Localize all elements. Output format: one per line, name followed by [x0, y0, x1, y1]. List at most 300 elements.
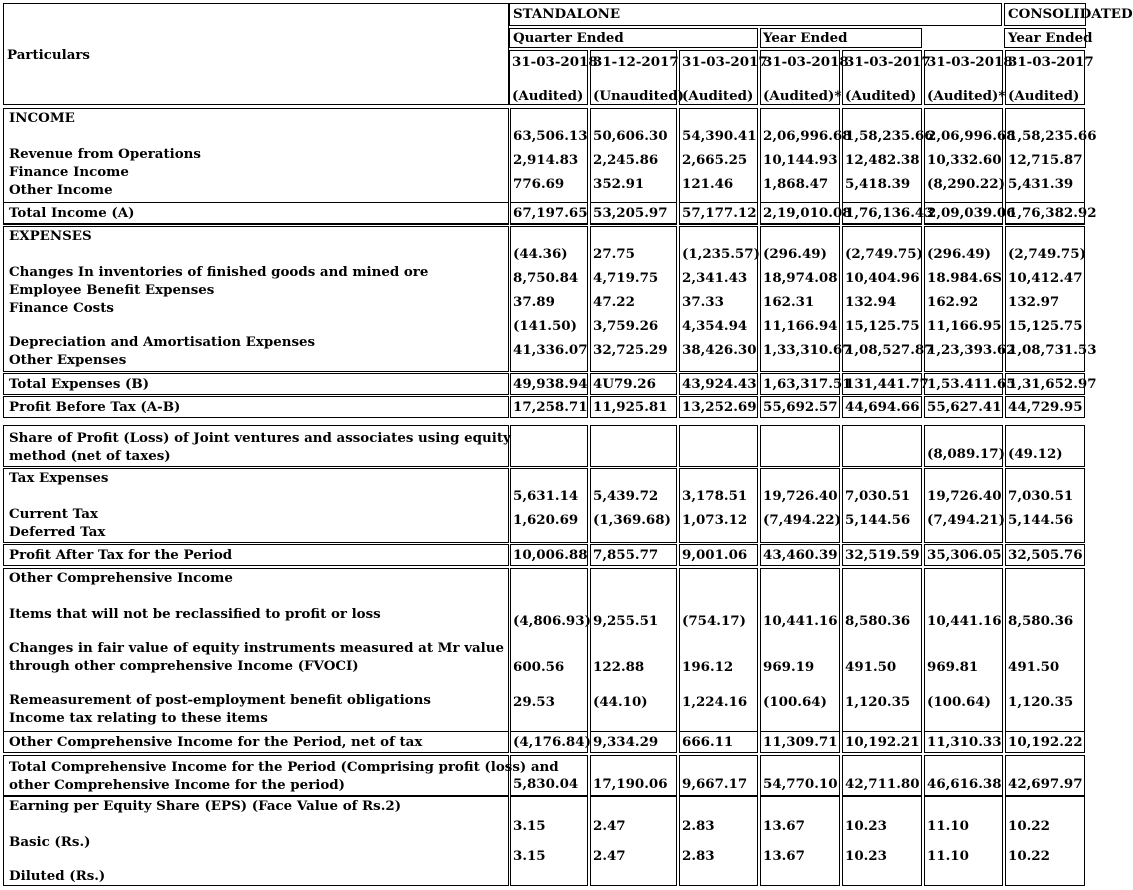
value: 32,725.29 [593, 342, 668, 358]
value: 5,431.39 [1008, 176, 1074, 192]
value: 12,482.38 [845, 152, 920, 168]
value: 1,63,317.51 [763, 376, 852, 392]
value: 1,120.35 [1008, 694, 1074, 710]
value: 10.22 [1008, 848, 1050, 864]
line-label: Changes In inventories of finished goods and mined ore [9, 264, 429, 280]
value: 11,309.71 [763, 734, 838, 750]
value: 53,205.97 [593, 205, 668, 221]
quarter-ended-header [509, 28, 758, 48]
value: (8,290.22) [927, 176, 1005, 192]
value: 1,53.411.65 [927, 376, 1016, 392]
value: 2,665.25 [682, 152, 748, 168]
value: 196.12 [682, 659, 734, 675]
value: 1,620.69 [513, 512, 579, 528]
value: 969.81 [927, 659, 979, 675]
line-label: Diluted (Rs.) [9, 868, 106, 884]
value: (49.12) [1008, 446, 1063, 462]
value: 11.10 [927, 818, 969, 834]
value: (2,749.75) [1008, 246, 1086, 262]
column-status: (Audited) [1008, 88, 1080, 104]
value: 18.984.6S [927, 270, 1002, 286]
line-label: Changes in fair value of equity instruments measured at Mr value [9, 640, 505, 656]
value: 13,252.69 [682, 399, 757, 415]
value-cell [760, 568, 840, 732]
value: 162.92 [927, 294, 979, 310]
value: 7,030.51 [845, 488, 911, 504]
value: 50,606.30 [593, 128, 668, 144]
value-cell [842, 425, 922, 467]
row-label-cell [3, 396, 509, 418]
value: 8,580.36 [1008, 613, 1074, 629]
row-label: Profit After Tax for the Period [9, 547, 233, 563]
value-cell [1005, 731, 1085, 753]
column-status: (Audited) [845, 88, 917, 104]
value: 37.89 [513, 294, 555, 310]
value: (44.36) [513, 246, 568, 262]
value: 10,441.16 [927, 613, 1002, 629]
consolidated-header [1004, 3, 1133, 26]
value-cell [760, 373, 852, 395]
column-header [842, 50, 931, 105]
value: 55,627.41 [927, 399, 1002, 415]
value: 10,192.22 [1008, 734, 1083, 750]
value: 44,694.66 [845, 399, 920, 415]
value: 776.69 [513, 176, 565, 192]
row-label-cell [3, 202, 509, 224]
column-date: 31-03-2018 [927, 54, 1013, 70]
value: 121.46 [682, 176, 734, 192]
row-label: Other Comprehensive Income for the Period, net of tax [9, 734, 423, 750]
value-cell [924, 373, 1016, 395]
value-cell [760, 468, 840, 543]
value-cell [679, 396, 758, 418]
section-heading: EXPENSES [9, 228, 92, 244]
value: 11,166.94 [763, 318, 838, 334]
value: 4U79.26 [593, 376, 656, 392]
value: 43,924.43 [682, 376, 757, 392]
value: 38,426.30 [682, 342, 757, 358]
value-cell [679, 425, 758, 467]
value: 1,224.16 [682, 694, 748, 710]
value: 12,715.87 [1008, 152, 1083, 168]
value-cell [1005, 373, 1097, 395]
value: 2,06,996.68 [763, 128, 852, 144]
value: 1,120.35 [845, 694, 911, 710]
value: 10,006.88 [513, 547, 588, 563]
value: 7,030.51 [1008, 488, 1074, 504]
value: (754.17) [682, 613, 746, 629]
value: 41,336.07 [513, 342, 588, 358]
value: 2,245.86 [593, 152, 659, 168]
value: 3,759.26 [593, 318, 659, 334]
value: 8,580.36 [845, 613, 911, 629]
value: 46,616.38 [927, 776, 1002, 792]
value: 2,341.43 [682, 270, 748, 286]
value-cell [590, 226, 677, 372]
value-cell [590, 755, 677, 796]
year-ended-label: Year Ended [763, 30, 848, 46]
value: 35,306.05 [927, 547, 1002, 563]
value-cell [679, 568, 758, 732]
row-label-cell [3, 468, 509, 543]
value-cell [510, 396, 588, 418]
value: 5,631.14 [513, 488, 579, 504]
value: 1,58,235.66 [845, 128, 934, 144]
value-cell [760, 544, 840, 566]
line-label: Current Tax [9, 506, 98, 522]
value: 2,914.83 [513, 152, 579, 168]
value-cell [924, 202, 1016, 224]
column-date: 31-12-2017 [593, 54, 679, 70]
row-label-cell [3, 796, 509, 886]
value: 10,332.60 [927, 152, 1002, 168]
line-label: Total Comprehensive Income for the Period (Comprising profit (loss) and [9, 759, 559, 775]
value: 10.23 [845, 818, 887, 834]
value: 131,441.77 [845, 376, 929, 392]
line-label: Remeasurement of post-employment benefit obligations [9, 692, 431, 708]
value-cell [510, 796, 588, 886]
value: 42,697.97 [1008, 776, 1083, 792]
value: 29.53 [513, 694, 555, 710]
value: 1,76,382.92 [1008, 205, 1097, 221]
section-heading: Other Comprehensive Income [9, 570, 233, 586]
value-cell [679, 755, 758, 796]
value: (100.64) [927, 694, 991, 710]
line-label: Deferred Tax [9, 524, 106, 540]
value: 10,192.21 [845, 734, 920, 750]
value: 1,31,652.97 [1008, 376, 1097, 392]
value: 491.50 [845, 659, 897, 675]
value: 32,505.76 [1008, 547, 1083, 563]
consolidated-label: CONSOLIDATED [1008, 6, 1133, 22]
value-cell [510, 731, 591, 753]
column-date: 31-03-2017 [845, 54, 931, 70]
value-cell [679, 373, 758, 395]
value: 4,719.75 [593, 270, 659, 286]
value-cell [760, 796, 840, 886]
value: 2.47 [593, 848, 626, 864]
column-status: (Audited) [682, 88, 754, 104]
value: 43,460.39 [763, 547, 838, 563]
value-cell [760, 396, 840, 418]
column-date: 31-03-2018 [512, 54, 598, 70]
value-cell [510, 468, 588, 543]
value: 10,441.16 [763, 613, 838, 629]
value-cell [760, 755, 840, 796]
value: 17,190.06 [593, 776, 668, 792]
value: 7,855.77 [593, 547, 659, 563]
year-ended-header [760, 28, 922, 48]
line-label: Finance Income [9, 164, 129, 180]
line-label: Other Expenses [9, 352, 127, 368]
column-header [679, 50, 768, 105]
value-cell [679, 468, 758, 543]
value: (141.50) [513, 318, 577, 334]
value-cell [842, 731, 922, 753]
value: 2,06,996.68 [927, 128, 1016, 144]
standalone-label: STANDALONE [513, 6, 621, 22]
column-date: 31-03-2017 [1008, 54, 1094, 70]
value: (4,806.93) [513, 613, 591, 629]
value-cell [842, 396, 922, 418]
line-label: other Comprehensive Income for the period) [9, 777, 345, 793]
value-cell [590, 202, 677, 224]
value-cell [842, 755, 922, 796]
value-cell [679, 796, 758, 886]
section-heading: Tax Expenses [9, 470, 109, 486]
value-cell [760, 202, 852, 224]
value-cell [1005, 568, 1085, 732]
value: 1,08,527.87 [845, 342, 934, 358]
value: 13.67 [763, 848, 805, 864]
value-cell [842, 568, 922, 732]
value: 11,310.33 [927, 734, 1002, 750]
value-cell [842, 796, 922, 886]
line-label: Other Income [9, 182, 113, 198]
value-cell [924, 796, 1003, 886]
value: 32,519.59 [845, 547, 920, 563]
value-cell [1005, 468, 1085, 543]
value: 666.11 [682, 734, 734, 750]
value: 13.67 [763, 818, 805, 834]
year-ended-consolidated-label: Year Ended [1008, 30, 1093, 46]
value-cell [590, 568, 677, 732]
value: 15,125.75 [1008, 318, 1083, 334]
value-cell [510, 755, 588, 796]
value: 2.83 [682, 848, 715, 864]
standalone-header [509, 3, 1002, 26]
value: 44,729.95 [1008, 399, 1083, 415]
line-label: method (net of taxes) [9, 448, 171, 464]
value-cell [679, 544, 758, 566]
value: 27.75 [593, 246, 635, 262]
row-label: Total Expenses (B) [9, 376, 150, 392]
value-cell [510, 568, 591, 732]
particulars-label: Particulars [7, 47, 90, 63]
value: 57,177.12 [682, 205, 757, 221]
value-cell [590, 396, 677, 418]
section-heading: Earning per Equity Share (EPS) (Face Value of Rs.2) [9, 798, 402, 814]
value-cell [679, 202, 758, 224]
value: 17,258.71 [513, 399, 588, 415]
value: 1,58,235.66 [1008, 128, 1097, 144]
value-cell [590, 373, 677, 395]
column-status: (Unaudited) [593, 88, 685, 104]
value: (44.10) [593, 694, 648, 710]
value: (100.64) [763, 694, 827, 710]
column-header [1005, 50, 1094, 105]
value-cell [1005, 544, 1085, 566]
value-cell [1005, 202, 1097, 224]
value: 1,868.47 [763, 176, 829, 192]
value: 1,073.12 [682, 512, 748, 528]
line-label: through other comprehensive Income (FVOCI) [9, 658, 359, 674]
row-label-cell [3, 373, 509, 395]
value-cell [760, 731, 840, 753]
row-label: Profit Before Tax (A-B) [9, 399, 181, 415]
value: 54,390.41 [682, 128, 757, 144]
line-label: Employee Benefit Expenses [9, 282, 215, 298]
value: 1,33,310.67 [763, 342, 852, 358]
value: 19,726.40 [927, 488, 1002, 504]
value: 18,974.08 [763, 270, 838, 286]
value: 1,23,393.62 [927, 342, 1016, 358]
value: 2.83 [682, 818, 715, 834]
value-cell [510, 226, 588, 372]
value: 9,334.29 [593, 734, 659, 750]
value-cell [924, 544, 1003, 566]
line-label: Revenue from Operations [9, 146, 201, 162]
row-label-cell [3, 568, 509, 732]
value-cell [924, 396, 1003, 418]
value: 600.56 [513, 659, 565, 675]
row-label-cell [3, 731, 509, 753]
value-cell [924, 755, 1003, 796]
value: 10.23 [845, 848, 887, 864]
value-cell [760, 226, 852, 372]
value: 10,412.47 [1008, 270, 1083, 286]
value: 15,125.75 [845, 318, 920, 334]
value: 10,144.93 [763, 152, 838, 168]
particulars-header [3, 3, 509, 105]
value: (2,749.75) [845, 246, 923, 262]
value: 3,178.51 [682, 488, 748, 504]
value-cell [924, 226, 1016, 372]
column-status: (Audited)* [763, 88, 842, 104]
value: 132.94 [845, 294, 897, 310]
value: 132.97 [1008, 294, 1060, 310]
value: 55,692.57 [763, 399, 838, 415]
value: (7,494.22) [763, 512, 841, 528]
value-cell [510, 425, 588, 467]
value: 54,770.10 [763, 776, 838, 792]
value-cell [924, 731, 1003, 753]
value: 491.50 [1008, 659, 1060, 675]
value-cell [924, 425, 1003, 467]
value-cell [1005, 396, 1085, 418]
value: 11,925.81 [593, 399, 668, 415]
value: 3.15 [513, 818, 546, 834]
value-cell [924, 568, 1003, 732]
value: 969.19 [763, 659, 815, 675]
value: 10.22 [1008, 818, 1050, 834]
value: 19,726.40 [763, 488, 838, 504]
value: (296.49) [927, 246, 991, 262]
value: 49,938.94 [513, 376, 588, 392]
value: 2,19,010.08 [763, 205, 852, 221]
line-label: Depreciation and Amortisation Expenses [9, 334, 316, 350]
value-cell [842, 202, 934, 224]
line-label: Income tax relating to these items [9, 710, 268, 726]
value: 5,830.04 [513, 776, 579, 792]
value: 3.15 [513, 848, 546, 864]
value: 47.22 [593, 294, 635, 310]
value-cell [590, 425, 677, 467]
row-label: Total Income (A) [9, 205, 135, 221]
value: 9,001.06 [682, 547, 748, 563]
value-cell [590, 731, 677, 753]
value-cell [510, 202, 588, 224]
row-label-cell [3, 544, 509, 566]
value: 352.91 [593, 176, 645, 192]
column-header [924, 50, 1013, 105]
column-date: 31-03-2018 [763, 54, 849, 70]
value: 63,506.13 [513, 128, 588, 144]
value: 1,08,731.53 [1008, 342, 1097, 358]
value: 8,750.84 [513, 270, 579, 286]
value: 122.88 [593, 659, 645, 675]
value: 2,09,039.06 [927, 205, 1016, 221]
column-header [760, 50, 849, 105]
value: (1,235.57) [682, 246, 760, 262]
column-header [509, 50, 598, 105]
line-label: Basic (Rs.) [9, 834, 91, 850]
value: 5,418.39 [845, 176, 911, 192]
value: 1,76,136.43 [845, 205, 934, 221]
value: 67,197.65 [513, 205, 588, 221]
value: (1,369.68) [593, 512, 671, 528]
value-cell [1005, 796, 1085, 886]
value-cell [760, 425, 840, 467]
value: 9,667.17 [682, 776, 748, 792]
value: (7,494.21) [927, 512, 1005, 528]
value: 2.47 [593, 818, 626, 834]
value-cell [1005, 425, 1085, 467]
value: 11,166.95 [927, 318, 1002, 334]
value: 9,255.51 [593, 613, 659, 629]
value: 5,439.72 [593, 488, 659, 504]
value-cell [1005, 226, 1097, 372]
value: (8,089.17) [927, 446, 1005, 462]
value-cell [590, 468, 677, 543]
value-cell [679, 731, 758, 753]
value: 4,354.94 [682, 318, 748, 334]
value-cell [590, 796, 677, 886]
value: 5,144.56 [845, 512, 911, 528]
column-status: (Audited) [512, 88, 584, 104]
value-cell [510, 373, 588, 395]
section-heading: INCOME [9, 110, 75, 126]
row-label-cell [3, 226, 509, 372]
value-cell [842, 544, 922, 566]
value-cell [679, 226, 758, 372]
value: 162.31 [763, 294, 815, 310]
value-cell [842, 226, 934, 372]
line-label: Share of Profit (Loss) of Joint ventures and associates using equity [9, 430, 511, 446]
quarter-ended-label: Quarter Ended [513, 30, 624, 46]
value: (296.49) [763, 246, 827, 262]
value-cell [510, 544, 588, 566]
year-ended-consolidated-header [1004, 28, 1093, 48]
value-cell [590, 544, 677, 566]
value: 42,711.80 [845, 776, 920, 792]
value: 37.33 [682, 294, 724, 310]
column-status: (Audited)* [927, 88, 1006, 104]
value-cell [924, 468, 1003, 543]
value: 5,144.56 [1008, 512, 1074, 528]
row-label-cell [3, 425, 509, 467]
column-header [590, 50, 685, 105]
value: 11.10 [927, 848, 969, 864]
line-label: Items that will not be reclassified to profit or loss [9, 606, 381, 622]
column-date: 31-03-2017 [682, 54, 768, 70]
value: 10,404.96 [845, 270, 920, 286]
value-cell [1005, 755, 1085, 796]
value-cell [842, 373, 929, 395]
value: (4,176.84) [513, 734, 591, 750]
value-cell [842, 468, 922, 543]
line-label: Finance Costs [9, 300, 114, 316]
